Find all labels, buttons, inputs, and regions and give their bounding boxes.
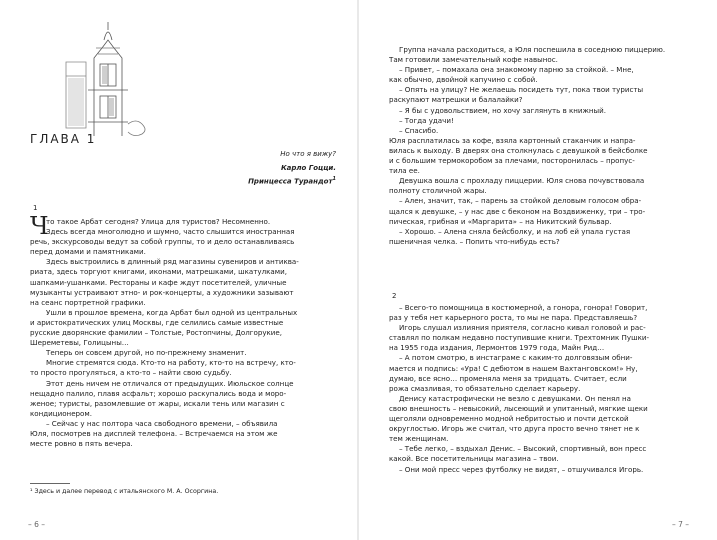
text-line: свою внешность – невысокий, лысеющий и упитанный, мягкие щеки: [389, 403, 648, 413]
drop-cap: Ч: [30, 212, 49, 240]
text-line: Девушка вошла с прохладу пиццерии. Юля снова почувствовала: [399, 176, 645, 186]
text-line: – Тебе легко, – вздыхал Денис. – Высокий, спортивный, вон пресс: [399, 444, 647, 454]
text-line: раскупают матрешки и балалайки?: [389, 95, 523, 105]
text-line: Шереметевы, Голицыны…: [30, 338, 129, 348]
text-line: женое; туристы, разомлевшие от жары, искали тень или магазин с: [30, 398, 285, 408]
text-line: перед домами и памятниками.: [30, 247, 146, 257]
text-line: Здесь выстроились в длинный ряд магазины сувениров и антиква-: [46, 257, 299, 267]
text-line: пическая, грибная и «Маргарита» – на Никитский бульвар.: [389, 216, 612, 226]
text-line: Юля расплатилась за кофе, взяла картонный стаканчик и напра-: [389, 135, 636, 145]
text-line: музыканты устраивают этно- и рок-концерты, а художники зазывают: [30, 287, 294, 297]
text-line: – Они мой пресс через футболку не видят, – отшучивался Игорь.: [399, 464, 644, 474]
text-line: на 1955 года издания, Лермонтов 1979 года, Майн Рид…: [389, 343, 605, 353]
page-number: – 6 –: [28, 520, 46, 529]
text-line: – Хорошо. – Алена сняла бейсболку, и на лоб ей упала густая: [399, 226, 631, 236]
section-number: 1: [33, 204, 38, 212]
text-line: риата, здесь торгуют книгами, иконами, матрешками, шкатулками,: [30, 267, 287, 277]
right-page: [359, 0, 717, 540]
text-line: Теперь он совсем другой, но по-прежнему знаменит.: [46, 348, 247, 358]
text-line: шапками-ушанками. Рестораны и кафе ждут посетителей, уличные: [30, 277, 287, 287]
text-line: то просто прогуляться, а кто-то – найти свою судьбу.: [30, 368, 232, 378]
text-line: – А потом смотрю, в инстаграме с каким-то долговязым обни-: [399, 353, 633, 363]
right-body-text-2: [389, 303, 649, 475]
text-line: речь, экскурсоводы ведут за собой группы, то и дело останавливаясь: [30, 237, 295, 247]
text-line: полноту столичной жары.: [389, 186, 487, 196]
text-line: округлостью. Игорь же считал, что друга просто вечно тянет не к: [389, 424, 640, 434]
text-line: и с большим термокоробом за плечами, посторонилась – пропус-: [389, 156, 635, 166]
text-line: Юля, посмотрев на дисплей телефона. – Встречаемся на этом же: [30, 428, 278, 438]
text-line: рожа смазливая, то обязательно сделает карьеру.: [389, 383, 581, 393]
footnote: ¹ Здесь и далее перевод с итальянского М. А. Осоргина.: [30, 488, 219, 495]
text-line: – Привет, – помахала она знакомому парню за стойкой. – Мне,: [399, 65, 634, 75]
text-line: нещадно палило, плавя асфальт; хорошо раскупались вода и моро-: [30, 388, 287, 398]
text-line: Этот день ничем не отличался от предыдущих. Июльское солнце: [46, 378, 294, 388]
text-line: то такое Арбат сегодня? Улица для туристов? Несомненно.: [46, 217, 271, 226]
text-line: – Тогда удачи!: [399, 115, 454, 125]
text-line: думаю, все ясно… променяла меня за тридцать. Считает, если: [389, 373, 627, 383]
text-line: Там готовили замечательный кофе навынос.: [389, 55, 558, 65]
epigraph-work: [248, 176, 336, 185]
text-line: на сеанс портретной графики.: [30, 297, 146, 307]
text-line: тем женщинам.: [389, 434, 449, 444]
text-line: Группа начала расходиться, а Юля поспешила в соседнюю пиццерию.: [399, 45, 666, 54]
text-line: – Я бы с удовольствием, но хочу заглянуть в книжный.: [399, 105, 607, 115]
text-line: и аристократических улиц Москвы, где селились самые известные: [30, 317, 284, 327]
text-line: Здесь всегда многолюдно и шумно, часто слышится иностранная: [46, 227, 295, 237]
text-line: как обычно, двойной капучино с собой.: [389, 75, 538, 85]
text-line: ставлял по полкам недавно поступившие книги. Трехтомник Пушки-: [389, 333, 650, 343]
text-line: Денису катастрофически не везло с девушками. Он пенял на: [399, 393, 632, 403]
text-line: пшеничная челка. – Попить что-нибудь есть?: [389, 236, 560, 246]
right-body-text-1: [389, 45, 665, 247]
section-number: 2: [392, 292, 397, 300]
text-line: русские дворянские фамилии – Толстые, Ростопчины, Долгорукие,: [30, 328, 283, 338]
text-line: – Всего-то помощница в костюмерной, а гонора, гонора! Говорит,: [399, 303, 648, 312]
text-line: – Опять на улицу? Не желаешь посидеть тут, пока твои туристы: [399, 85, 644, 95]
text-line: – Сейчас у нас полтора часа свободного времени, – объявила: [46, 418, 278, 428]
epigraph-quote: Но что я вижу?: [280, 150, 336, 158]
footnote-divider: [30, 483, 70, 484]
text-line: какой. Все посетительницы магазина – твои.: [389, 454, 559, 464]
footnote-mark: 1: [332, 176, 336, 182]
left-page: [0, 0, 358, 540]
text-line: щеголяли одновременно модной небритостью и почти детской: [389, 414, 629, 424]
left-body-text: [30, 217, 299, 449]
text-line: тила ее.: [389, 166, 420, 176]
epigraph-author: Карло Гоцци.: [280, 164, 336, 172]
building-illustration: [58, 18, 153, 138]
text-line: – Спасибо.: [399, 125, 439, 135]
text-line: – Ален, значит, так, – парень за стойкой деловым голосом обра-: [399, 196, 642, 206]
text-line: вилась к выходу. В дверях она столкнулась с девушкой в бейсболке: [389, 145, 648, 155]
text-line: Игорь слушал излияния приятеля, согласно кивал головой и рас-: [399, 323, 646, 333]
text-line: месте ровно в пять вечера.: [30, 439, 133, 449]
text-line: кондиционером.: [30, 408, 93, 418]
text-line: Многие стремятся сюда. Кто-то на работу, кто-то на встречу, кто-: [46, 358, 296, 368]
text-line: Ушли в прошлое времена, когда Арбат был одной из центральных: [46, 307, 298, 317]
text-line: раз у тебя нет карьерного роста, то мы не пара. Представляешь?: [389, 313, 638, 323]
epigraph-work-title: Принцесса Турандот: [248, 177, 333, 186]
page-number: – 7 –: [671, 520, 689, 529]
text-line: щался к девушке, – у нас две с беконом на Воздвиженку, три – тро-: [389, 206, 646, 216]
text-line: мается и подпись: «Ура! С дебютом в нашем Вахтанговском!» Ну,: [389, 363, 638, 373]
chapter-title: ГЛАВА 1: [30, 132, 97, 146]
